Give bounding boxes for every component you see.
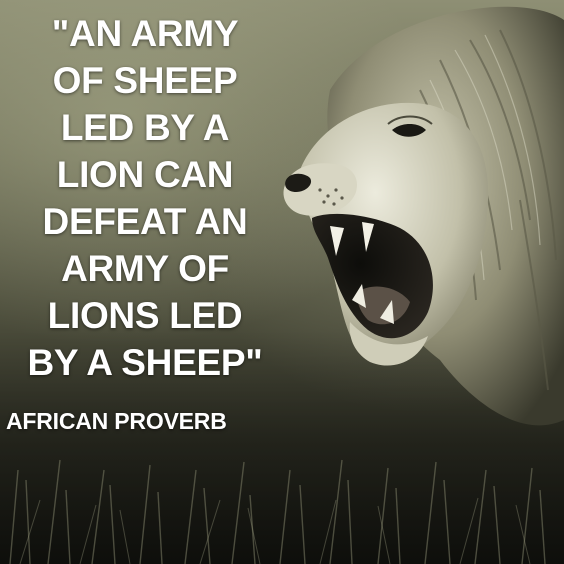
quote-line: LED BY A xyxy=(60,107,230,148)
proverb-quote xyxy=(0,10,290,386)
proverb-attribution: AFRICAN PROVERB xyxy=(6,408,227,434)
quote-line: LION CAN xyxy=(56,154,234,195)
quote-line: LIONS LED xyxy=(47,295,243,336)
quote-line: DEFEAT AN xyxy=(42,201,248,242)
quote-line: ARMY OF xyxy=(61,248,229,289)
quote-line: "AN ARMY xyxy=(51,13,239,54)
quote-line: BY A SHEEP" xyxy=(27,342,263,383)
quote-line: OF SHEEP xyxy=(52,60,238,101)
